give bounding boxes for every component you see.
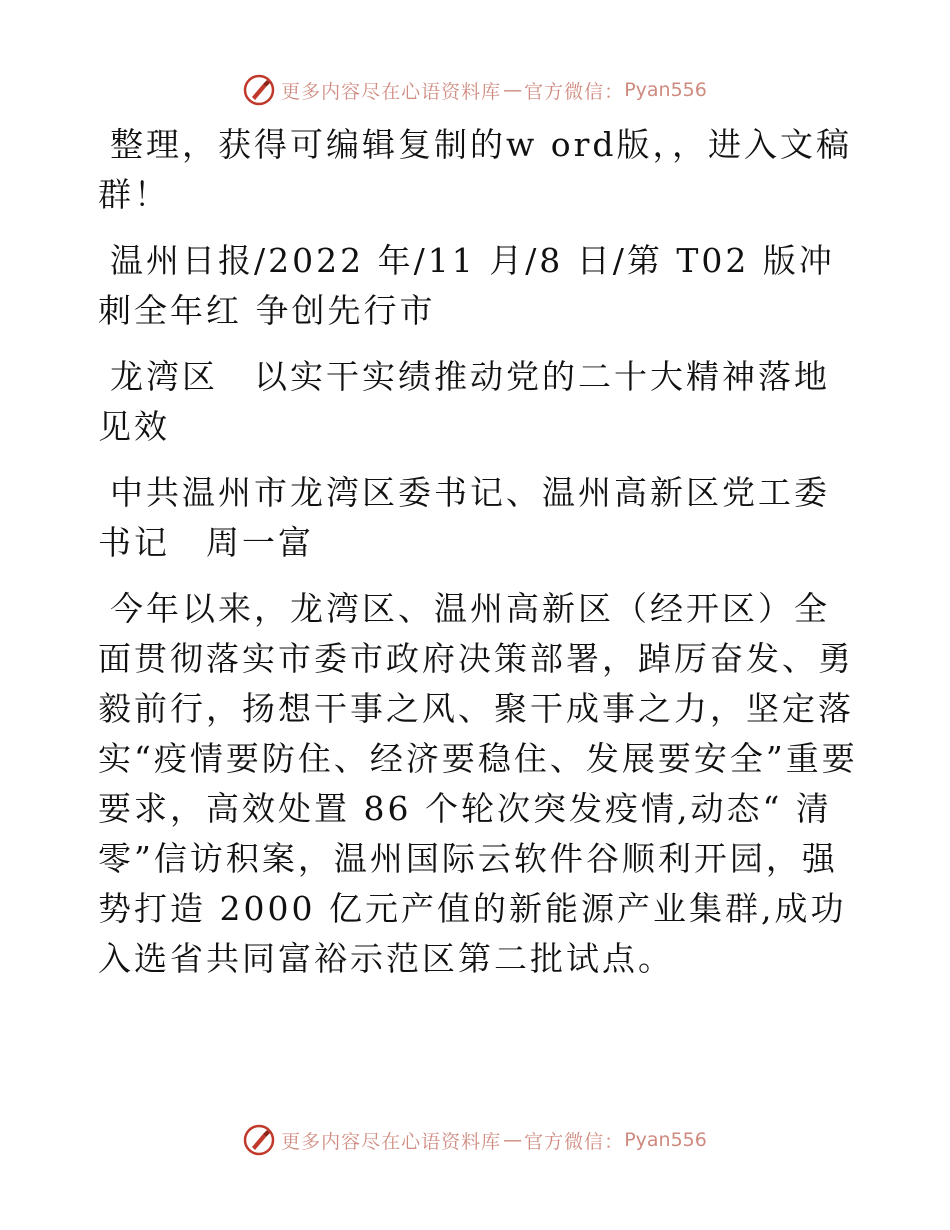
- paragraph-author: 中共温州市龙湾区委书记、温州高新区党工委书记 周一富: [98, 473, 830, 562]
- document-body: [98, 120, 858, 1000]
- watermark-suffix: 官方微信：: [524, 80, 625, 103]
- watermark-suffix: 官方微信：: [524, 1130, 625, 1153]
- paragraph-headline: 龙湾区 以实干实绩推动党的二十大精神落地见效: [98, 357, 830, 446]
- paragraph-body: 今年以来，龙湾区、温州高新区（经开区）全面贯彻落实市委市政府决策部署，踔厉奋发、勇毅前行，扬想干事之风、聚干成事之力，坚定落实“疫情要防住、经济要稳住、发展要安全”重要要求，高效处置 86 个轮次突发疫情,动态“ 清零”信访积案，温州国际云软件谷顺利开园，强势打造 2000 亿元产值的新能源产业集群,成功入选省共同富裕示范区第二批试点。: [98, 589, 858, 978]
- paragraph-intro: 整理，获得可编辑复制的w ord版，，进入文稿群！: [98, 125, 853, 214]
- watermark-separator: —: [503, 1129, 523, 1151]
- watermark-separator: —: [503, 79, 523, 101]
- pen-logo-icon: [243, 74, 275, 106]
- watermark-text: 更多内容尽在心语资料库: [281, 1130, 502, 1153]
- watermark-id: Pyan556: [624, 1129, 707, 1151]
- pen-logo-icon: [243, 1124, 275, 1156]
- paragraph-source: 温州日报/2022 年/11 月/8 日/第 T02 版冲刺全年红 争创先行市: [98, 241, 835, 330]
- watermark-text: 更多内容尽在心语资料库: [281, 80, 502, 103]
- watermark-footer: [0, 1120, 950, 1160]
- watermark-header: [0, 70, 950, 110]
- watermark-id: Pyan556: [624, 79, 707, 101]
